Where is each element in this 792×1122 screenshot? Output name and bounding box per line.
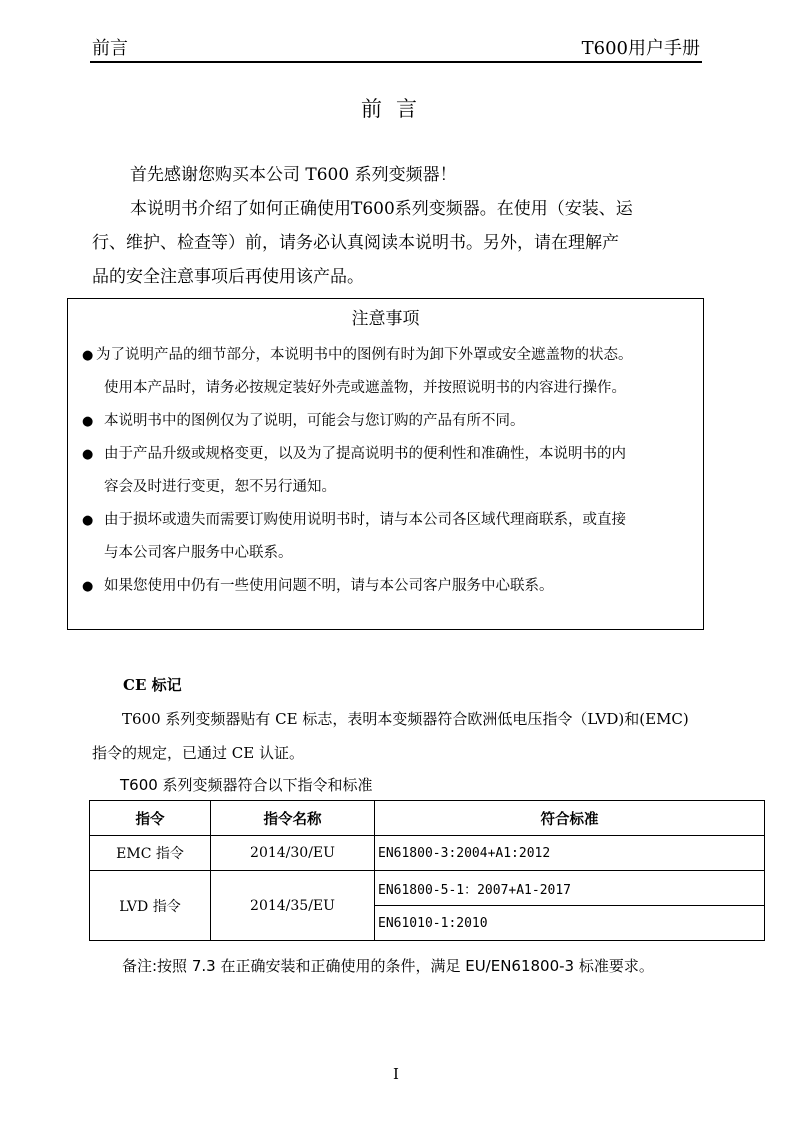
notice-item-text: 与本公司客户服务中心联系。 bbox=[104, 545, 293, 561]
col-header-name: 指令名称 bbox=[211, 801, 375, 836]
table-note: 备注:按照 7.3 在正确安装和正确使用的条件，满足 EU/EN61800-3 标准要求。 bbox=[122, 957, 654, 975]
bullet-icon: ● bbox=[82, 513, 94, 528]
header-section-title: 前言 bbox=[92, 38, 128, 59]
notice-item bbox=[80, 438, 695, 471]
cell-directive: LVD 指令 bbox=[90, 871, 211, 941]
ce-standards-table bbox=[89, 800, 765, 941]
notice-item-text: 本说明书中的图例仅为了说明，可能会与您订购的产品有所不同。 bbox=[104, 413, 525, 429]
cell-standard: EN61010-1:2010 bbox=[375, 906, 765, 941]
notice-item-text: 使用本产品时，请务必按规定装好外壳或遮盖物，并按照说明书的内容进行操作。 bbox=[104, 380, 626, 396]
bullet-icon: ● bbox=[82, 348, 94, 363]
notice-title: 注意事项 bbox=[351, 309, 420, 329]
notice-item bbox=[80, 339, 695, 372]
notice-item-text: 由于损坏或遗失而需要订购使用说明书时，请与本公司各区域代理商联系，或直接 bbox=[104, 512, 626, 528]
page-title: 前言 bbox=[361, 97, 431, 121]
header-rule bbox=[90, 61, 702, 63]
notice-item bbox=[80, 405, 695, 438]
header-manual-title: T600用户手册 bbox=[581, 38, 700, 59]
cell-standard: EN61800-5-1：2007+A1-2017 bbox=[375, 871, 765, 906]
notice-item-text: 为了说明产品的细节部分，本说明书中的图例有时为卸下外罩或安全遮盖物的状态。 bbox=[96, 347, 633, 363]
cell-name: 2014/35/EU bbox=[211, 871, 375, 941]
notice-box bbox=[67, 298, 704, 630]
col-header-directive: 指令 bbox=[90, 801, 211, 836]
cell-name: 2014/30/EU bbox=[211, 836, 375, 871]
notice-item-text: 容会及时进行变更，恕不另行通知。 bbox=[104, 479, 336, 495]
intro-section bbox=[92, 158, 702, 294]
notice-item bbox=[80, 504, 695, 537]
intro-line-1: 本说明书介绍了如何正确使用T600系列变频器。在使用（安装、运 bbox=[130, 199, 633, 219]
notice-item-text: 由于产品升级或规格变更，以及为了提高说明书的便利性和准确性，本说明书的内 bbox=[104, 446, 626, 462]
notice-item-text: 如果您使用中仍有一些使用问题不明，请与本公司客户服务中心联系。 bbox=[104, 578, 554, 594]
notice-item-continued bbox=[80, 537, 695, 570]
ce-paragraph-line-1: T600 系列变频器贴有 CE 标志，表明本变频器符合欧洲低电压指令（LVD)和(EMC) bbox=[122, 710, 689, 728]
notice-item bbox=[80, 570, 695, 603]
bullet-icon: ● bbox=[82, 414, 94, 429]
table-caption: T600 系列变频器符合以下指令和标准 bbox=[120, 776, 373, 794]
intro-thanks: 首先感谢您购买本公司 T600 系列变频器！ bbox=[130, 165, 457, 185]
col-header-standard: 符合标准 bbox=[375, 801, 765, 836]
bullet-icon: ● bbox=[82, 447, 94, 462]
table-row bbox=[90, 836, 765, 871]
ce-paragraph bbox=[92, 702, 704, 770]
cell-standard: EN61800-3:2004+A1:2012 bbox=[375, 836, 765, 871]
intro-line-3: 品的安全注意事项后再使用该产品。 bbox=[92, 267, 364, 287]
ce-heading: CE 标记 bbox=[123, 676, 182, 694]
cell-directive: EMC 指令 bbox=[90, 836, 211, 871]
ce-paragraph-line-2: 指令的规定，已通过 CE 认证。 bbox=[92, 744, 304, 762]
page-number: I bbox=[393, 1065, 399, 1083]
bullet-icon: ● bbox=[82, 579, 94, 594]
notice-list bbox=[80, 339, 695, 603]
table-row bbox=[90, 871, 765, 906]
intro-line-2: 行、维护、检查等）前，请务必认真阅读本说明书。另外，请在理解产 bbox=[92, 233, 619, 253]
notice-item-continued bbox=[80, 471, 695, 504]
notice-item-continued bbox=[80, 372, 695, 405]
table-header-row bbox=[90, 801, 765, 836]
